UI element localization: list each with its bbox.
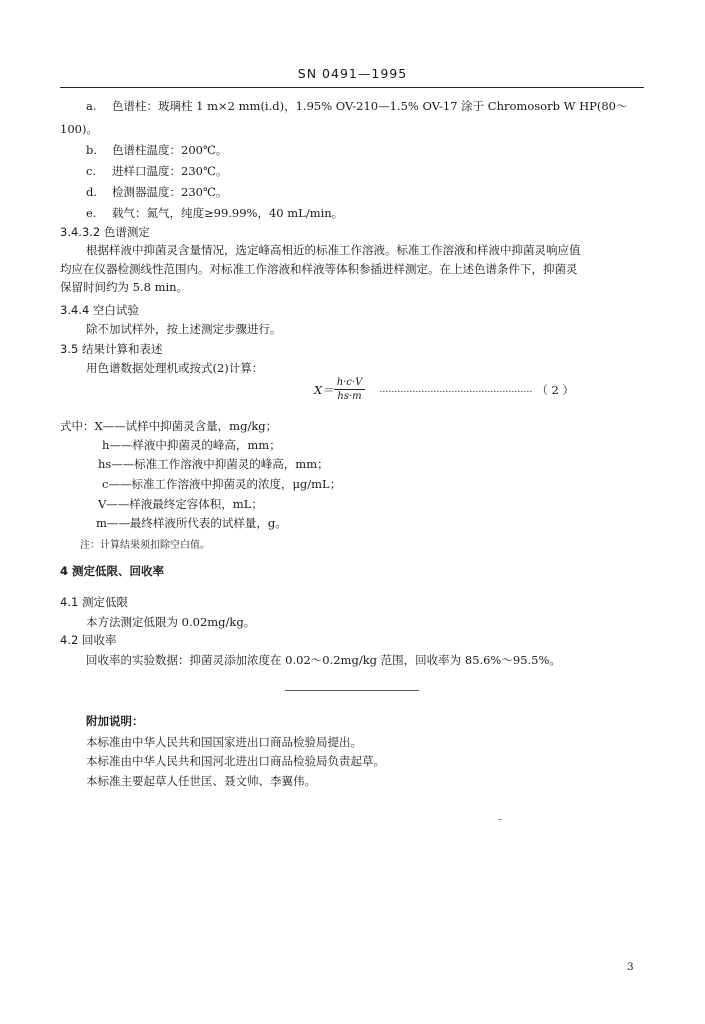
symbol-definition: hs——标准工作溶液中抑菌灵的峰高，mm； [98,457,329,471]
symbol-definition: m——最终样液所代表的试样量，g。 [96,516,287,530]
symbol-definition: c——标准工作溶液中抑菌灵的浓度，μg/mL； [102,477,342,491]
item-b [86,142,227,158]
page-number: 3 [627,961,634,973]
header-rule [60,87,644,88]
item-a-label: a. [86,99,97,113]
section-title-4-1: 4.1 测定低限 [60,595,128,609]
end-divider [285,690,419,691]
section-title-4-2: 4.2 回收率 [60,633,117,647]
item-d-label: d. [86,185,98,199]
paragraph-line: 均应在仪器检测线性范围内。对标准工作溶液和样液等体积参插进样测定。在上述色谱条件下，抑菌灵 [60,262,578,276]
appendix-line: 本标准由中华人民共和国河北进出口商品检验局负责起草。 [86,754,385,768]
item-a-continued: 100)。 [60,122,98,136]
item-c-label: c. [86,164,97,178]
section-title-3-4-3-2: 3.4.3.2 色谱测定 [60,225,150,239]
symbol-definition: h——样液中抑菌灵的峰高，mm； [102,438,281,452]
section-title-3-5: 3.5 结果计算和表述 [60,342,163,356]
symbol-definition: V——样液最终定容体积，mL； [98,497,263,511]
paragraph-line: 根据样液中抑菌灵含量情况，选定峰高相近的标准工作溶液。标准工作溶液和样液中抑菌灵响应值 [86,243,581,257]
item-c [86,163,227,179]
item-e-label: e. [86,206,97,220]
formula-number: （ 2 ） [536,382,574,397]
paragraph-line: 用色谱数据处理机或按式(2)计算： [86,361,264,375]
item-e [86,205,343,221]
paragraph-line: 除不加试样外，按上述测定步骤进行。 [86,322,282,336]
item-c-text: 进样口温度：230℃。 [112,164,228,178]
formula-numerator: h·c·V [334,377,366,390]
item-d-text: 检测器温度：230℃。 [112,185,228,199]
appendix-line: 本标准由中华人民共和国国家进出口商品检验局提出。 [86,735,362,749]
item-a [86,98,627,114]
document-header: SN 0491—1995 [297,66,408,81]
paragraph-line: 保留时间约为 5.8 min。 [60,280,189,294]
item-d [86,184,227,200]
formula-fraction [334,377,366,402]
calculation-note: 注：计算结果须扣除空白值。 [80,540,210,551]
item-e-text: 载气：氮气，纯度≥99.99%，40 mL/min。 [112,206,344,220]
section-title-3-4-4: 3.4.4 空白试验 [60,303,139,317]
section-title-4: 4 测定低限、回收率 [60,564,165,578]
formula-leader-dots: …………………………………………… [379,384,533,395]
item-b-text: 色谱柱温度：200℃。 [112,143,228,157]
formula-lhs: X＝ [314,382,334,397]
scan-mark [498,819,502,820]
appendix-title: 附加说明： [86,714,144,728]
item-b-label: b. [86,143,98,157]
formula-2 [314,377,574,402]
formula-denominator: hs·m [337,391,362,402]
paragraph-line: 本方法测定低限为 0.02mg/kg。 [86,615,256,629]
appendix-line: 本标准主要起草人任世匡、聂文帅、李翼伟。 [86,774,316,788]
paragraph-line: 回收率的实验数据：抑菌灵添加浓度在 0.02～0.2mg/kg 范围，回收率为 85.6%～95.5%。 [86,653,561,667]
symbol-definition: 式中：X——试样中抑菌灵含量，mg/kg； [60,419,278,433]
item-a-text: 色谱柱：玻璃柱 1 m×2 mm(i.d)，1.95% OV-210—1.5% OV-17 涂于 Chromosorb W HP(80～ [112,99,628,113]
